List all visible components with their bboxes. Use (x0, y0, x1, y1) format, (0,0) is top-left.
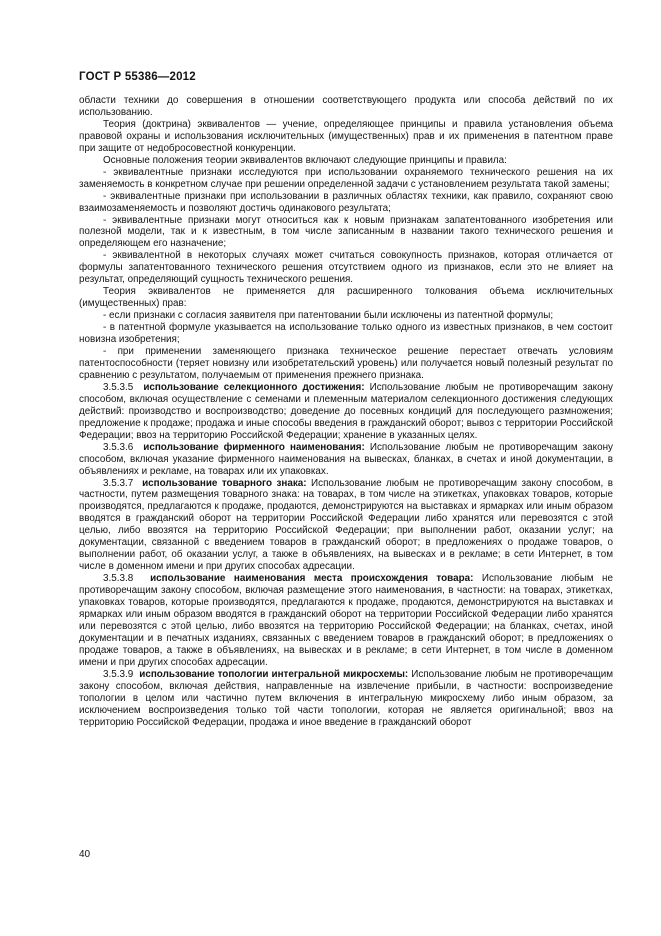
term-entry-3-5-3-5 (79, 382, 613, 442)
document-number-header: ГОСТ Р 55386—2012 (79, 71, 196, 83)
term-number: 3.5.3.8 (103, 573, 134, 585)
term-number: 3.5.3.6 (103, 441, 134, 453)
list-item: - в патентной формуле указывается на использование только одного из известных признаков, в чем состоит новизна изобретения; (79, 322, 613, 346)
page-number: 40 (79, 849, 91, 860)
term-definition: Использование любым не противоречащим закону способом, включая действия, направленные на извлечение прибыли, в частности: воспроизведение топологии в целом или частично путем включения в интегральную микросхему либо иным образом, за исключением воспроизведения только той части топологии, которая не является оригинальной; ввоз на территорию Российской Федерации, продажа и иное введение в гражданский оборот (79, 668, 614, 728)
term-entry-3-5-3-6 (79, 442, 613, 478)
body-text (79, 95, 613, 729)
list-item: - если признаки с согласия заявителя при патентовании были исключены из патентной формулы; (103, 310, 554, 322)
list-item: - эквивалентные признаки при использовании в различных областях техники, как правило, сохраняют свою взаимозаменяемость и позволяют достичь одинакового результата; (79, 190, 613, 214)
list-item: - эквивалентные признаки могут относиться как к новым признакам запатентованного изобретения или полезной модели, так и к известным, в том числе записанным в названии такого технического решения и определяющем его назначение; (79, 214, 613, 250)
term-definition: Использование любым не противоречащим закону способом, включая указание фирменного наименования на вывесках, бланках, в счетах и иной документации, в объявлениях и рекламе, на товарах или их упаковках. (79, 441, 613, 477)
term-number: 3.5.3.5 (103, 381, 134, 393)
term-title: использование фирменного наименования: (143, 441, 365, 453)
term-number: 3.5.3.7 (103, 477, 134, 489)
paragraph-continuation: области техники до совершения в отношении соответствующего продукта или способа действий по их использованию. (79, 95, 613, 118)
term-entry-3-5-3-9 (79, 669, 613, 729)
term-number: 3.5.3.9 (103, 668, 134, 680)
paragraph-principles-intro: Основные положения теории эквивалентов включают следующие принципы и правила: (103, 154, 507, 166)
term-definition: Использование любым не противоречащим закону способом, в частности, путем размещения товарного знака: на товарах, в том числе на этикетках, упаковках товаров, которые производятся, предлагаются к продаже, продаются, демонстрируются на выставках и ярмарках или иным образом вводятся в гражданский оборот на территории Российской Федерации либо хранятся или перевозятся с этой целью, либо ввозятся на территорию Российской Федерации; при выполнении работ, оказании услуг; на документации, связанной с введением товаров в гражданский оборот; в предложениях о продаже товаров, о выполнении работ, об оказании услуг, а также в объявлениях, на вывесках и в рекламе; в сети Интернет, в том числе в доменном имени и при других способах адресации. (79, 477, 613, 573)
term-entry-3-5-3-8 (79, 573, 613, 669)
paragraph-doctrine-definition: Теория (доктрина) эквивалентов — учение, определяющее принципы и правила установления объема правовой охраны и использования исключительных (имущественных) прав и их применения в патентном праве при защите от недобросовестной конкуренции. (79, 118, 613, 154)
list-item: - при применении заменяющего признака техническое решение перестает отвечать условиям патентоспособности (теряет новизну или изобретательский уровень) или получается новый полезный результат по сравнению с результатом, получаемым от применения прежнего признака. (79, 346, 613, 381)
term-title: использование товарного знака: (142, 477, 307, 489)
term-title: использование селекционного достижения: (143, 381, 365, 393)
term-definition: Использование любым не противоречащим закону способом, включая осуществление с семенами и племенным материалом селекционного достижения следующих действий: производство и воспроизводство; доведение до посевных кондиций для последующего размножения; предложение к продаже; продажа и иные способы введения в гражданский оборот; вывоз с территории Российской Федерации; ввоз на территорию Российской Федерации; хранение в указанных целях. (79, 381, 613, 441)
term-title: использование топологии интегральной микросхемы: (139, 668, 409, 680)
list-item: - эквивалентной в некоторых случаях может считаться совокупность признаков, которая отличается от формулы запатентованного технического решения отсутствием одного из признаков, если это не влияет на результат, определяющий сущность технического решения. (79, 250, 613, 286)
term-entry-3-5-3-7 (79, 478, 613, 574)
term-title: использование наименования места происхождения товара: (150, 573, 474, 585)
paragraph-not-applicable-intro: Теория эквивалентов не применяется для расширенного толкования объема исключительных (имущественных) прав: (79, 286, 613, 310)
list-item: - эквивалентные признаки исследуются при использовании охраняемого технического решения на их заменяемость в конкретном случае при решении определенной задачи с установлением результата такой замены; (79, 166, 613, 190)
term-definition: Использование любым не противоречащим закону способом, включая размещение этого наименования, в частности: на товарах, этикетках, упаковках товаров, которые производятся, предлагаются к продаже, продаются, демонстрируются на выставках и ярмарках или иным образом вводятся в гражданский оборот на территории Российской Федерации либо хранятся или перевозятся с этой целью, либо ввозятся на территорию Российской Федерации; на бланках, счетах, иной документации и в печатных изданиях, связанных с введением товаров в гражданский оборот; в предложениях о продаже товаров, а также в объявлениях, на вывесках и в рекламе; в сети Интернет, в том числе в доменном имени и при других способах адресации. (79, 573, 613, 668)
